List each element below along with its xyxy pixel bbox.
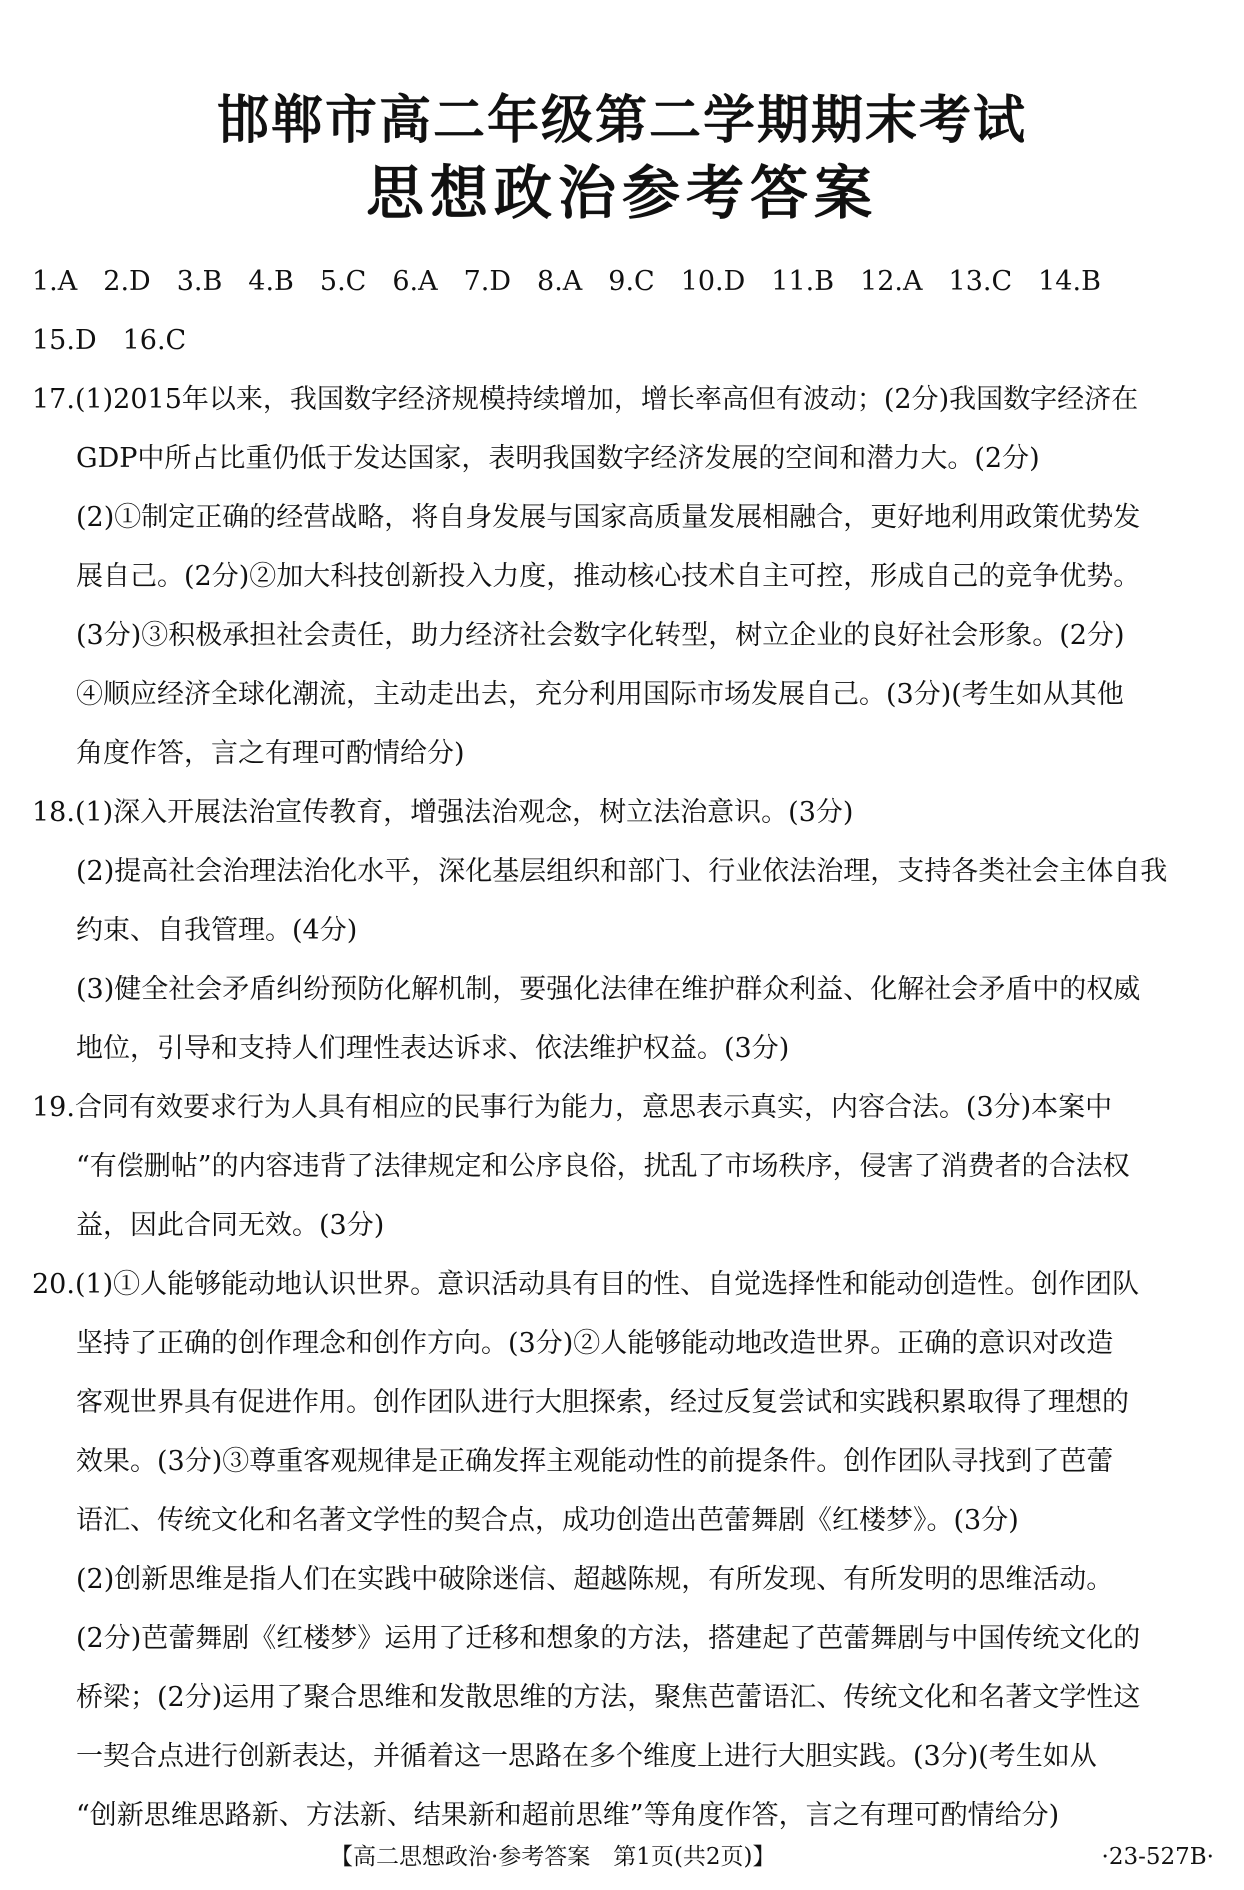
- q20-line: 20.(1)①人能够能动地认识世界。意识活动具有目的性、自觉选择性和能动创造性。创作团队: [32, 1269, 1140, 1300]
- q19-line: 益，因此合同无效。(3分): [76, 1210, 385, 1241]
- q20-line: 语汇、传统文化和名著文学性的契合点，成功创造出芭蕾舞剧《红楼梦》。(3分): [76, 1505, 1019, 1536]
- q20-line: (2)创新思维是指人们在实践中破除迷信、超越陈规，有所发现、有所发明的思维活动。: [76, 1564, 1114, 1595]
- mc-answer: 16.C: [122, 325, 187, 356]
- q20-line: “创新思维思路新、方法新、结果新和超前思维”等角度作答，言之有理可酌情给分): [76, 1800, 1060, 1831]
- mc-answer: 3.B: [176, 266, 223, 297]
- mc-answer: 7.D: [463, 266, 512, 297]
- mc-answers-row-1: [32, 252, 1222, 311]
- q20-line: (2分)芭蕾舞剧《红楼梦》运用了迁移和想象的方法，搭建起了芭蕾舞剧与中国传统文化的: [76, 1623, 1141, 1654]
- q17-line: 展自己。(2分)②加大科技创新投入力度，推动核心技术自主可控，形成自己的竞争优势。: [76, 561, 1141, 592]
- q20-line: 一契合点进行创新表达，并循着这一思路在多个维度上进行大胆实践。(3分)(考生如从: [76, 1741, 1097, 1772]
- q20-line: 坚持了正确的创作理念和创作方向。(3分)②人能够能动地改造世界。正确的意识对改造: [76, 1328, 1114, 1359]
- mc-answer: 5.C: [319, 266, 367, 297]
- q17-line: 角度作答，言之有理可酌情给分): [76, 738, 465, 769]
- mc-answer: 6.A: [392, 266, 438, 297]
- mc-answer: 2.D: [103, 266, 151, 297]
- mc-answer: 12.A: [860, 266, 923, 297]
- q20-line: 桥梁；(2分)运用了聚合思维和发散思维的方法，聚焦芭蕾语汇、传统文化和名著文学性这: [76, 1682, 1141, 1713]
- mc-answer: 15.D: [32, 325, 97, 356]
- page-footer: [0, 1842, 1244, 1872]
- answer-key-title: 思想政治参考答案: [365, 159, 878, 227]
- mc-answer: 10.D: [680, 266, 746, 297]
- mc-answer: 9.C: [608, 266, 655, 297]
- q18-line: 18.(1)深入开展法治宣传教育，增强法治观念，树立法治意识。(3分): [32, 797, 854, 828]
- q18-line: (3)健全社会矛盾纠纷预防化解机制，要强化法律在维护群众利益、化解社会矛盾中的权威: [76, 974, 1141, 1005]
- q17-line: 17.(1)2015年以来，我国数字经济规模持续增加，增长率高但有波动；(2分)我国数字经济在: [32, 384, 1139, 415]
- mc-answer: 8.A: [537, 266, 583, 297]
- q18-line: (2)提高社会治理法治化水平，深化基层组织和部门、行业依法治理，支持各类社会主体自我: [76, 856, 1168, 887]
- q20-line: 效果。(3分)③尊重客观规律是正确发挥主观能动性的前提条件。创作团队寻找到了芭蕾: [76, 1446, 1114, 1477]
- mc-answer: 11.B: [771, 266, 835, 297]
- q17-line: ④顺应经济全球化潮流，主动走出去，充分利用国际市场发展自己。(3分)(考生如从其他: [76, 679, 1124, 710]
- q20-line: 客观世界具有促进作用。创作团队进行大胆探索，经过反复尝试和实践积累取得了理想的: [76, 1387, 1129, 1418]
- mc-answer: 14.B: [1038, 266, 1101, 297]
- footer-page-label: 【高二思想政治·参考答案 第1页(共2页)】: [330, 1844, 776, 1870]
- mc-answers-row-2: [32, 311, 1222, 370]
- q18-line: 地位，引导和支持人们理性表达诉求、依法维护权益。(3分): [76, 1033, 790, 1064]
- q19-line: “有偿删帖”的内容违背了法律规定和公序良俗，扰乱了市场秩序，侵害了消费者的合法权: [76, 1151, 1130, 1182]
- q17-line: (2)①制定正确的经营战略，将自身发展与国家高质量发展相融合，更好地利用政策优势发: [76, 502, 1141, 533]
- mc-answer: 4.B: [248, 266, 294, 297]
- q17-line: GDP中所占比重仍低于发达国家，表明我国数字经济发展的空间和潜力大。(2分): [76, 443, 1040, 474]
- q18-line: 约束、自我管理。(4分): [76, 915, 358, 946]
- answer-content: [32, 252, 1222, 1845]
- exam-title: 邯郸市高二年级第二学期期末考试: [216, 91, 1027, 151]
- footer-doc-code: ·23-527B·: [1101, 1844, 1214, 1870]
- mc-answer: 13.C: [948, 266, 1013, 297]
- q17-line: (3分)③积极承担社会责任，助力经济社会数字化转型，树立企业的良好社会形象。(2分): [76, 620, 1125, 651]
- mc-answer: 1.A: [32, 266, 78, 297]
- q19-line: 19.合同有效要求行为人具有相应的民事行为能力，意思表示真实，内容合法。(3分)本案中: [32, 1092, 1113, 1123]
